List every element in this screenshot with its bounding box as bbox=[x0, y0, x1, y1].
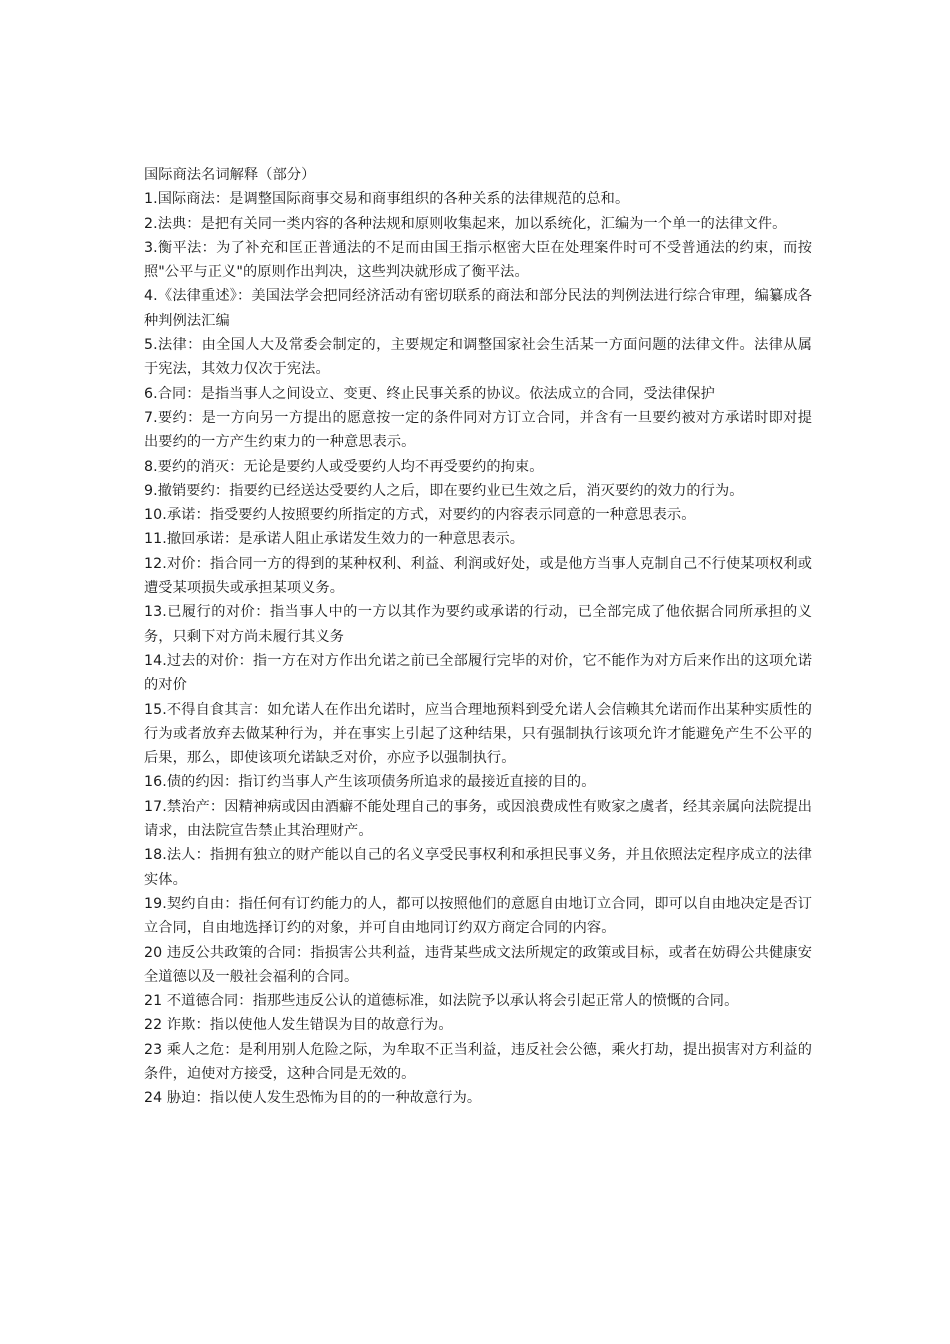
entry-9: 9.撤销要约：指要约已经送达受要约人之后，即在要约业已生效之后，消灭要约的效力的行为。 bbox=[144, 482, 744, 499]
entry-13: 13.已履行的对价：指当事人中的一方以其作为要约或承诺的行动，已全部完成了他依据合同所承担的义务，只剩下对方尚未履行其义务 bbox=[144, 604, 812, 645]
entry-19: 19.契约自由：指任何有订约能力的人，都可以按照他们的意愿自由地订立合同，即可以自由地决定是否订立合同，自由地选择订约的对象，并可自由地同订约双方商定合同的内容。 bbox=[144, 895, 812, 937]
entry-3: 3.衡平法：为了补充和匡正普通法的不足而由国王指示枢密大臣在处理案件时可不受普通法的约束，而按照"公平与正义"的原则作出判决，这些判决就形成了衡平法。 bbox=[144, 239, 812, 281]
entry-6: 6.合同：是指当事人之间设立、变更、终止民事关系的协议。依法成立的合同，受法律保护 bbox=[144, 385, 715, 402]
entry-18: 18.法人：指拥有独立的财产能以自己的名义享受民事权利和承担民事义务，并且依照法定程序成立的法律实体。 bbox=[144, 847, 812, 888]
entry-24: 24 胁迫：指以使人发生恐怖为目的的一种故意行为。 bbox=[144, 1090, 482, 1107]
entry-2: 2.法典：是把有关同一类内容的各种法规和原则收集起来，加以系统化，汇编为一个单一的法律文件。 bbox=[144, 215, 787, 232]
entry-1: 1.国际商法：是调整国际商事交易和商事组织的各种关系的法律规范的总和。 bbox=[144, 191, 630, 208]
entry-12: 12.对价：指合同一方的得到的某种权利、利益、利润或好处，或是他方当事人克制自己不行使某项权利或遭受某项损失或承担某项义务。 bbox=[144, 555, 812, 597]
entry-10: 10.承诺：指受要约人按照要约所指定的方式，对要约的内容表示同意的一种意思表示。 bbox=[144, 507, 696, 524]
entry-4: 4.《法律重述》：美国法学会把同经济活动有密切联系的商法和部分民法的判例法进行综合审理，编纂成各种判例法汇编 bbox=[144, 288, 812, 329]
entry-17: 17.禁治产：因精神病或因由酒癖不能处理自己的事务，或因浪费成性有败家之虞者，经其亲属向法院提出请求，由法院宣告禁止其治理财产。 bbox=[144, 798, 812, 840]
document-title: 国际商法名词解释（部分） bbox=[144, 167, 316, 183]
entry-20: 20 违反公共政策的合同：指损害公共利益，违背某些成文法所规定的政策或目标，或者在妨碍公共健康安全道德以及一般社会福利的合同。 bbox=[144, 944, 812, 985]
entry-11: 11.撤回承诺：是承诺人阻止承诺发生效力的一种意思表示。 bbox=[144, 531, 525, 548]
entry-5: 5.法律：由全国人大及常委会制定的，主要规定和调整国家社会生活某一方面问题的法律文件。法律从属于宪法，其效力仅次于宪法。 bbox=[144, 337, 812, 378]
entry-22: 22 诈欺：指以使他人发生错误为目的故意行为。 bbox=[144, 1017, 453, 1034]
entry-21: 21 不道德合同：指那些违反公认的道德标准，如法院予以承认将会引起正常人的愤慨的合同。 bbox=[144, 993, 739, 1010]
entry-23: 23 乘人之危：是利用别人危险之际，为牟取不正当利益，违反社会公德，乘火打劫，提出损害对方利益的条件，迫使对方接受，这种合同是无效的。 bbox=[144, 1041, 812, 1082]
entry-14: 14.过去的对价：指一方在对方作出允诺之前已全部履行完毕的对价，它不能作为对方后来作出的这项允诺的对价 bbox=[144, 652, 812, 694]
entry-7: 7.要约：是一方向另一方提出的愿意按一定的条件同对方订立合同，并含有一旦要约被对方承诺时即对提出要约的一方产生约束力的一种意思表示。 bbox=[144, 409, 812, 451]
entry-8: 8.要约的消灭：无论是要约人或受要约人均不再受要约的拘束。 bbox=[144, 458, 544, 475]
entry-16: 16.债的约因：指订约当事人产生该项债务所追求的最接近直接的目的。 bbox=[144, 774, 596, 791]
document-body bbox=[144, 163, 812, 1111]
entry-15: 15.不得自食其言：如允诺人在作出允诺时，应当合理地预料到受允诺人会信赖其允诺而作出某种实质性的行为或者放弃去做某种行为，并在事实上引起了这种结果，只有强制执行该项允许才能避免产生不公平的后果，那么，即使该项允诺缺乏对价，亦应予以强制执行。 bbox=[144, 701, 812, 767]
